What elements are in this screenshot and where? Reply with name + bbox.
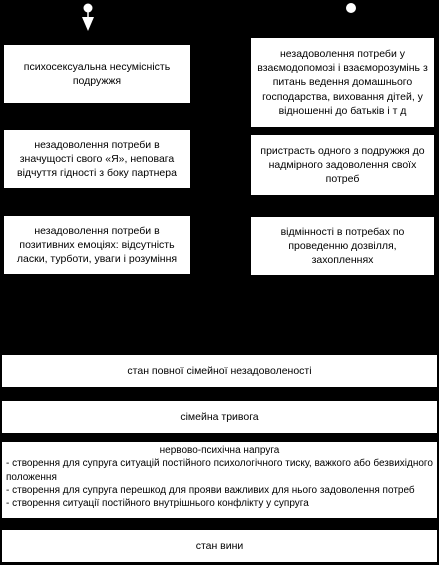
left-node-2 — [3, 129, 191, 189]
right-node-1 — [250, 37, 435, 128]
left-node-3-text: незадоволення потреби в позитивних емоціях: відсутність ласки, турботи, уваги і розуміння — [16, 224, 178, 266]
right-node-3-text: відмінності в потребах по проведенню дозвілля, захопленнях — [280, 225, 405, 267]
stress-item: - створення для супруга перешкод для прояви важливих для нього задоволення потреб — [6, 484, 415, 496]
anxiety-text: сімейна тривога — [180, 410, 259, 423]
left-node-2-text: незадоволення потреби в значущості свого «Я», неповага відчуття гідності з боку партнера — [17, 138, 177, 180]
stress-item: - створення ситуації постійного внутрішнього конфлікту у супруга — [6, 498, 309, 510]
right-node-2 — [250, 134, 435, 196]
left-node-1 — [3, 44, 191, 104]
start-dot-marker — [345, 2, 357, 14]
anxiety-node — [1, 400, 438, 434]
right-node-2-text: пристрасть одного з подружжя до надмірного задоволення своїх потреб — [260, 144, 425, 186]
guilt-node — [1, 529, 438, 563]
left-node-1-text: психосексуальна несумісність подружжя — [23, 60, 171, 87]
dissatisfaction-text: стан повної сімейної незадоволеності — [127, 364, 312, 377]
right-node-3 — [250, 216, 435, 276]
start-arrow-marker — [79, 3, 97, 33]
stress-node — [1, 441, 438, 519]
left-node-3 — [3, 215, 191, 275]
guilt-text: стан вини — [195, 539, 244, 552]
stress-item: - створення для супруга ситуацій постійного психологічного тиску, важкого або безвиxідного положення — [6, 458, 433, 483]
dissatisfaction-node — [1, 354, 438, 388]
right-node-1-text: незадоволення потреби у взаємодопомозі і взаєморозумінь з питань ведення домашнього господарства, виховання дітей, у відношенні до батьків і т д — [257, 48, 428, 117]
stress-title: нервово-психічна напруга — [159, 445, 280, 456]
